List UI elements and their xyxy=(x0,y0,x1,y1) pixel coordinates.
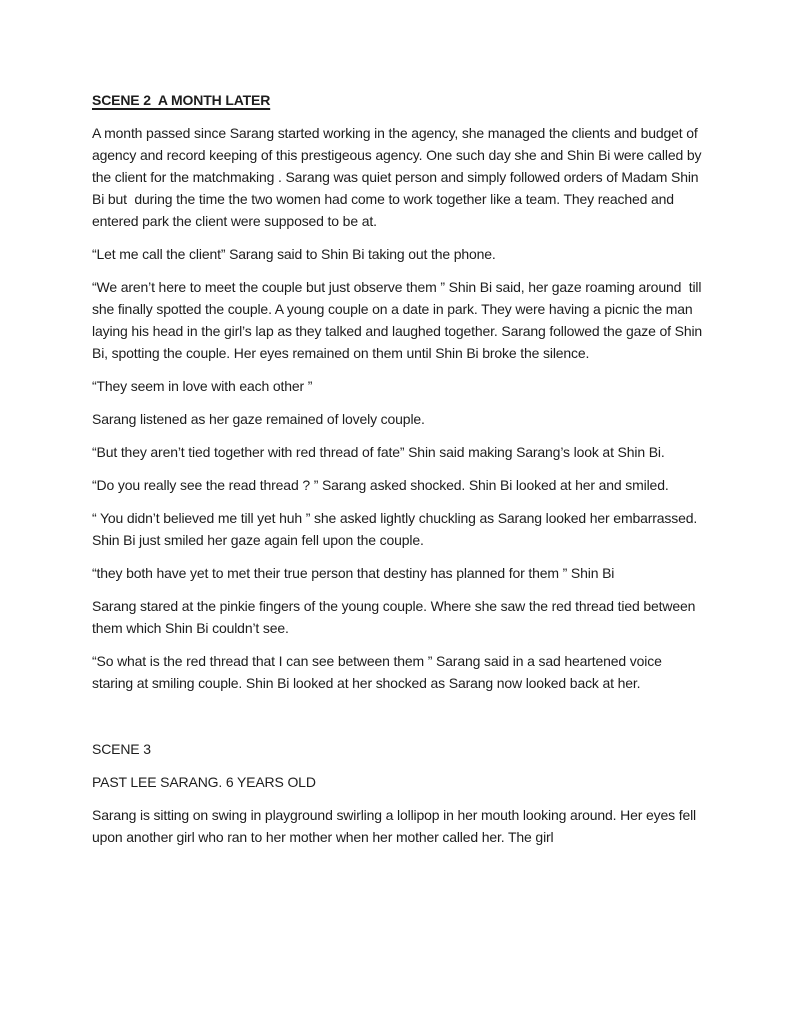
scene2-heading: SCENE 2 A MONTH LATER xyxy=(92,92,271,108)
scene3-subheading: PAST LEE SARANG. 6 YEARS OLD xyxy=(92,774,316,790)
scene3-paragraph: Sarang is sitting on swing in playground swirling a lollipop in her mouth looking around. Her eyes fell upon another girl who ran to her mother when her mother called her. The girl xyxy=(92,807,700,845)
paragraph-3: “We aren’t here to meet the couple but just observe them ” Shin Bi said, her gaze roaming around till she finally spotted the couple. A young couple on a date in park. They were having a picnic the man laying his head in the girl’s lap as they talked and laughed together. Sarang followed the gaze of Shin Bi, spotting the couple. Her eyes remained on them until Shin Bi broke the silence. xyxy=(92,279,706,361)
paragraph-11: “So what is the red thread that I can see between them ” Sarang said in a sad heartened voice staring at smiling couple. Shin Bi looked at her shocked as Sarang now looked back at her. xyxy=(92,653,670,691)
blank-line xyxy=(92,705,706,738)
paragraph-6: “But they aren’t tied together with red thread of fate” Shin said making Sarang’s look at Shin Bi. xyxy=(92,444,665,460)
paragraph-10: Sarang stared at the pinkie fingers of the young couple. Where she saw the red thread tied between them which Shin Bi couldn’t see. xyxy=(92,598,699,636)
scene3-heading: SCENE 3 xyxy=(92,741,151,757)
paragraph-5: Sarang listened as her gaze remained of lovely couple. xyxy=(92,411,425,427)
document-content xyxy=(92,89,706,859)
paragraph-9: “they both have yet to met their true person that destiny has planned for them ” Shin Bi xyxy=(92,565,615,581)
paragraph-1: A month passed since Sarang started working in the agency, she managed the clients and budget of agency and record keeping of this prestigeous agency. One such day she and Shin Bi were called by the client for the matchmaking . Sarang was quiet person and simply followed orders of Madam Shin Bi but during the time the two women had come to work together like a team. They reached and entered park the client were supposed to be at. xyxy=(92,125,706,229)
paragraph-4: “They seem in love with each other ” xyxy=(92,378,313,394)
paragraph-7: “Do you really see the read thread ? ” Sarang asked shocked. Shin Bi looked at her and smiled. xyxy=(92,477,669,493)
paragraph-8: “ You didn’t believed me till yet huh ” she asked lightly chuckling as Sarang looked her embarrassed. Shin Bi just smiled her gaze again fell upon the couple. xyxy=(92,510,701,548)
paragraph-2: “Let me call the client” Sarang said to Shin Bi taking out the phone. xyxy=(92,246,496,262)
